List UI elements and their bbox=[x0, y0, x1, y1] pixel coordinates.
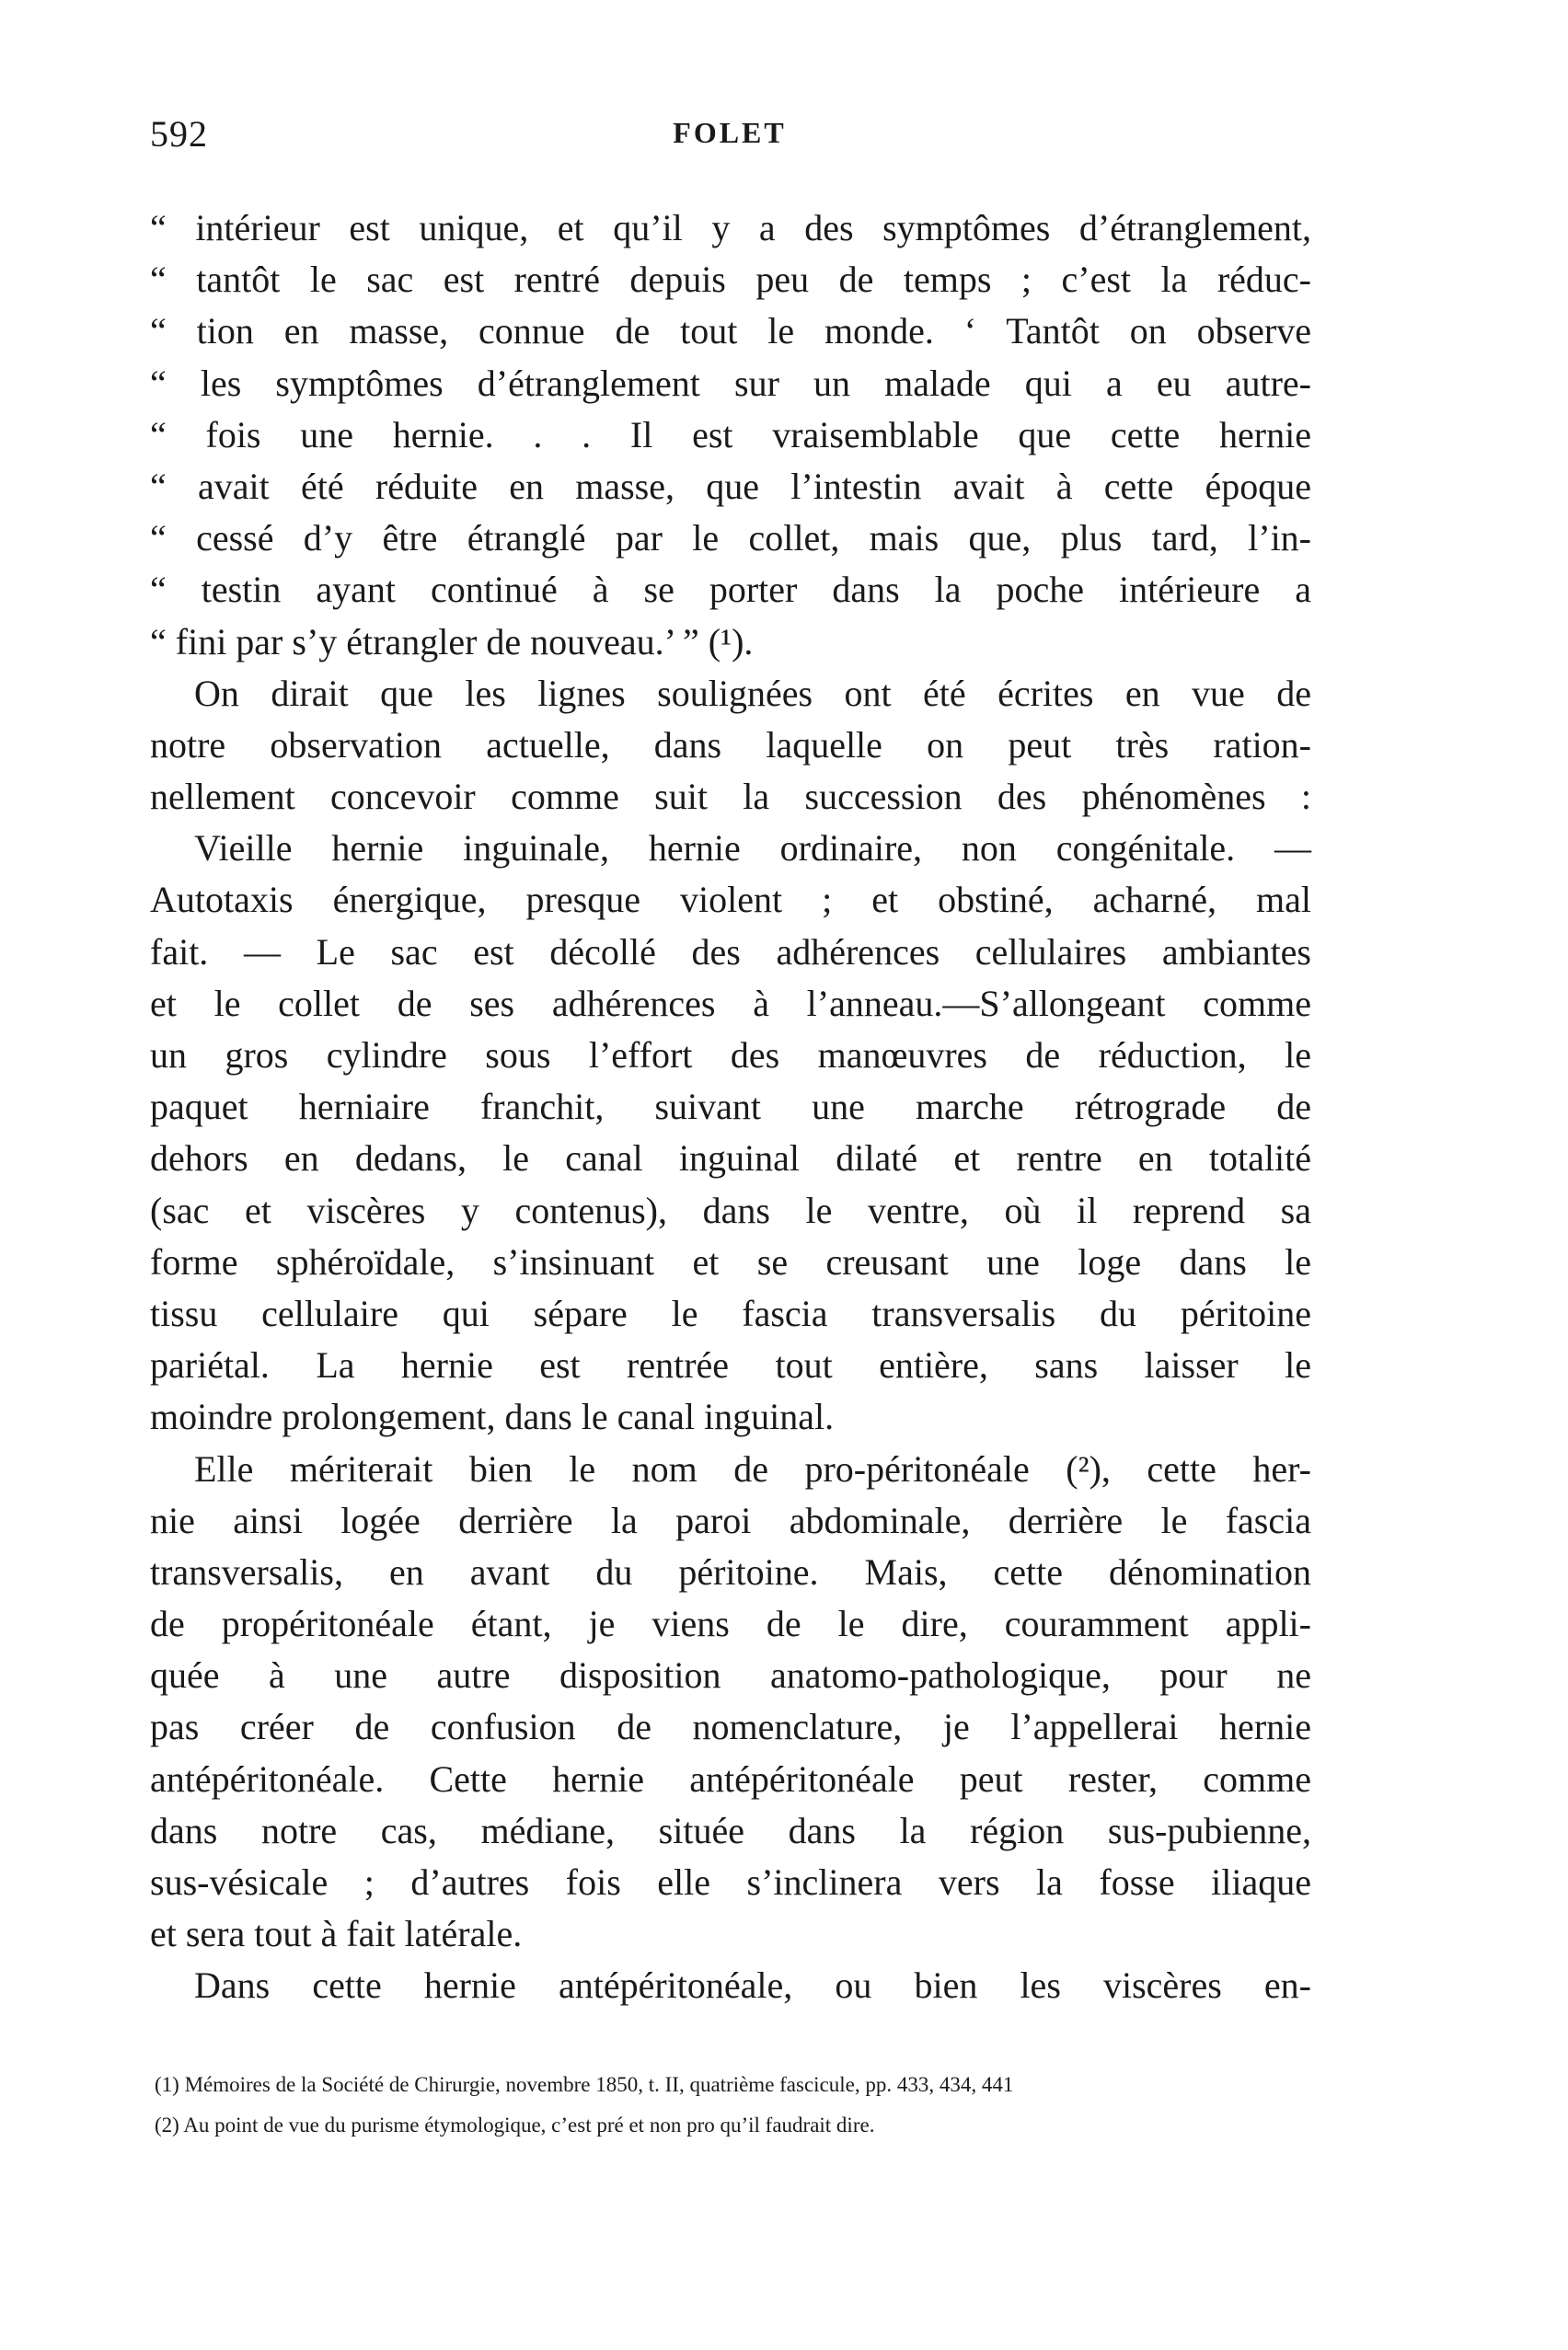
text-line: antépéritonéale. Cette hernie antépéritonéale peut rester, comme bbox=[150, 1757, 1311, 1800]
text-line: un gros cylindre sous l’effort des manœuvres de réduction, le bbox=[150, 1034, 1311, 1076]
text-line: (sac et viscères y contenus), dans le ventre, où il reprend sa bbox=[150, 1189, 1311, 1231]
text-line: pariétal. La hernie est rentrée tout entière, sans laisser le bbox=[150, 1344, 1311, 1387]
footnotes bbox=[155, 2065, 1314, 2146]
text-line: sus-vésicale ; d’autres fois elle s’inclinera vers la fosse iliaque bbox=[150, 1861, 1311, 1903]
body-text bbox=[150, 202, 1311, 2012]
text-line: tissu cellulaire qui sépare le fascia transversalis du péritoine bbox=[150, 1292, 1311, 1334]
page-header bbox=[150, 112, 1309, 167]
text-line: transversalis, en avant du péritoine. Mais, cette dénomination bbox=[150, 1550, 1311, 1593]
text-line: “ avait été réduite en masse, que l’intestin avait à cette époque bbox=[150, 465, 1311, 507]
page-number: 592 bbox=[150, 113, 208, 155]
text-line: et le collet de ses adhérences à l’anneau.—S’allongeant comme bbox=[150, 982, 1311, 1024]
paragraph-start-line: Vieille hernie inguinale, hernie ordinaire, non congénitale. — bbox=[194, 827, 1311, 870]
text-line: quée à une autre disposition anatomo-pathologique, pour ne bbox=[150, 1654, 1311, 1697]
text-line: “ intérieur est unique, et qu’il y a des symptômes d’étranglement, bbox=[150, 207, 1311, 248]
text-line: “ testin ayant continué à se porter dans la poche intérieure a bbox=[150, 569, 1311, 611]
text-line: Autotaxis énergique, presque violent ; et obstiné, acharné, mal bbox=[150, 879, 1311, 921]
text-line: “ fini par s’y étrangler de nouveau.’ ” (¹). bbox=[150, 620, 754, 662]
text-line: paquet herniaire franchit, suivant une marche rétrograde de bbox=[150, 1086, 1311, 1128]
text-line: forme sphéroïdale, s’insinuant et se creusant une loge dans le bbox=[150, 1240, 1311, 1283]
footnote-1: (1) Mémoires de la Société de Chirurgie, novembre 1850, t. II, quatrième fascicule, pp. 433, 434, 441 bbox=[155, 2073, 1014, 2096]
text-line: “ cessé d’y être étranglé par le collet, mais que, plus tard, l’in- bbox=[150, 517, 1311, 559]
text-line: “ fois une hernie. . . Il est vraisemblable que cette hernie bbox=[150, 413, 1311, 455]
text-line: fait. — Le sac est décollé des adhérences cellulaires ambiantes bbox=[150, 930, 1311, 973]
footnote-2: (2) Au point de vue du purisme étymologique, c’est pré et non pro qu’il faudrait dire. bbox=[155, 2114, 875, 2137]
paragraph-start-line: Dans cette hernie antépéritonéale, ou bien les viscères en- bbox=[194, 1964, 1311, 2007]
text-line: de propéritonéale étant, je viens de le dire, couramment appli- bbox=[150, 1603, 1311, 1645]
paragraph-start-line: On dirait que les lignes soulignées ont été écrites en vue de bbox=[194, 672, 1311, 714]
paragraph-start-line: Elle mériterait bien le nom de pro-péritonéale (²), cette her- bbox=[194, 1447, 1311, 1490]
text-line: nellement concevoir comme suit la succession des phénomènes : bbox=[150, 776, 1311, 818]
text-line: “ tantôt le sac est rentré depuis peu de temps ; c’est la réduc- bbox=[150, 259, 1311, 301]
text-line: pas créer de confusion de nomenclature, je l’appellerai hernie bbox=[150, 1706, 1311, 1748]
text-line: dehors en dedans, le canal inguinal dilaté et rentre en totalité bbox=[150, 1137, 1311, 1180]
running-head: FOLET bbox=[673, 116, 787, 149]
text-line: et sera tout à fait latérale. bbox=[150, 1913, 523, 1955]
text-line: notre observation actuelle, dans laquelle on peut très ration- bbox=[150, 723, 1311, 766]
text-line: moindre prolongement, dans le canal inguinal. bbox=[150, 1396, 835, 1438]
text-line: “ les symptômes d’étranglement sur un malade qui a eu autre- bbox=[150, 362, 1311, 404]
text-line: nie ainsi logée derrière la paroi abdominale, derrière le fascia bbox=[150, 1499, 1311, 1541]
text-line: “ tion en masse, connue de tout le monde. ‘ Tantôt on observe bbox=[150, 310, 1311, 352]
text-line: dans notre cas, médiane, située dans la région sus-pubienne, bbox=[150, 1809, 1311, 1851]
